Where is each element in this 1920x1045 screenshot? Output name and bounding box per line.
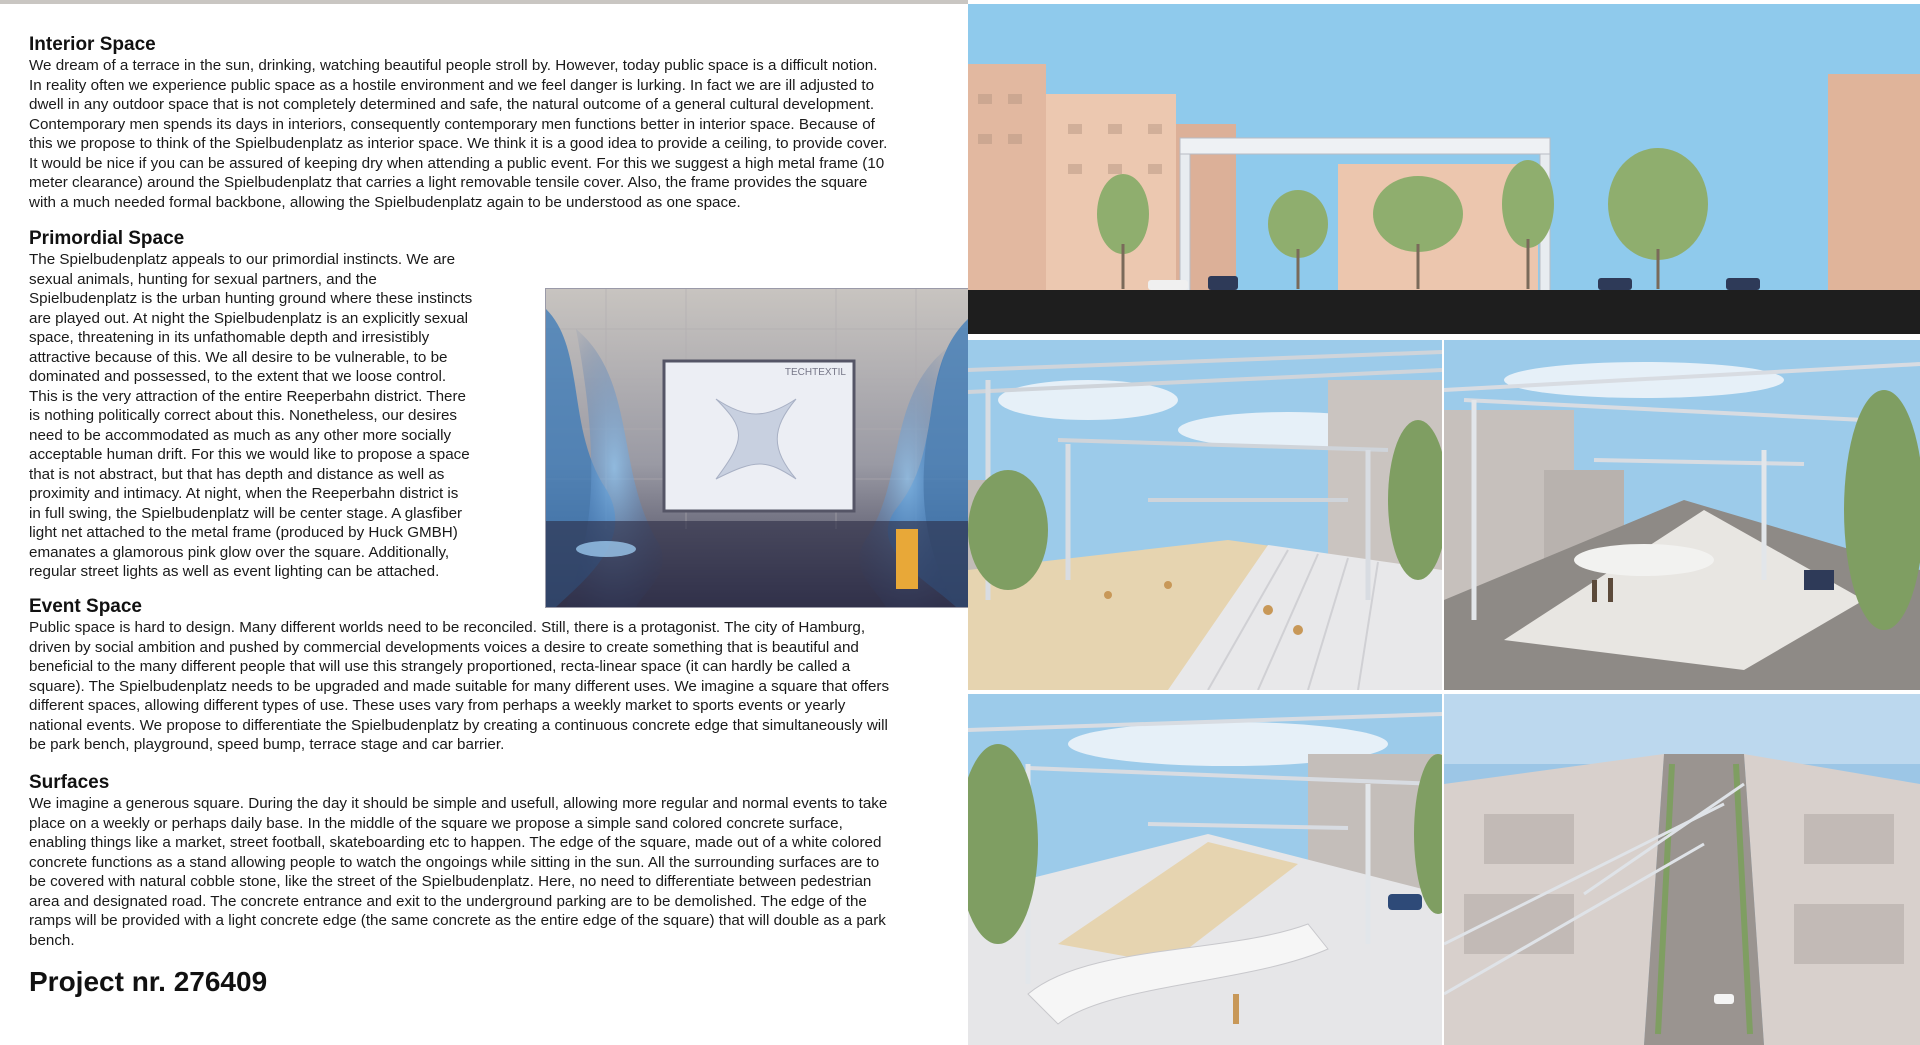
text-line: square). The Spielbudenplatz needs to be upgraded and made suitable for many different uses. We imagine a square that offers [29,677,890,695]
text-line: be park bench, playground, speed bump, terrace stage and car barrier. [29,736,505,753]
techtextil-sign: TECHTEXTIL [784,367,846,378]
sand-square-render-image [968,340,1442,690]
light-net-photo-image [546,289,968,607]
text-line: space, threatening in its unfathomable depth and irresistibly [29,329,430,346]
text-line: driven by social ambition and pushed by commercial developments voices a desire to create something that is beautiful and [29,638,859,656]
text-line: this we propose to think of the Spielbudenplatz as interior space. We think it is a good idea to provide a ceiling, to provide cover. [29,135,888,152]
text-line: be covered with natural cobble stone, like the street of the Spielbudenplatz. Here, no need to differentiate between pedestrian [29,873,872,890]
text-line: proximity and intimacy. At night, when the Reeperbahn district is [29,485,459,502]
render-perspective-sand-panel [968,340,1442,690]
text-line: different spaces, allowing different types of use. These uses vary from perhaps a weekly market to sports events or yearly [29,697,846,714]
text-line: bench. [29,931,75,949]
render-column [968,0,1920,1045]
text-line: The Spielbudenplatz appeals to our primordial instincts. We are [29,251,456,268]
text-line: is nothing politically correct about this. Nonetheless, our desires [29,407,458,424]
section-paragraph [29,794,949,950]
text-line: In reality often we experience public space as a hostile environment and we feel danger is lurking. In fact we are ill adjusted to [29,76,875,94]
text-line: dwell in any outdoor space that is not completely determined and safe, the natural outcome of a general cultural development. [29,96,875,113]
text-line: enabling things like a market, street football, skateboarding etc to happen. The edge of the square, made out of a white colored [29,834,882,851]
text-line: area and designated road. The concrete entrance and exit to the underground parking are to be demolished. The edge of the [29,892,867,910]
text-line: This is the very attraction of the entire Reeperbahn district. There [29,387,466,405]
text-line: emanates a glamorous pink glow over the square. Additionally, [29,543,450,561]
techtextil-photo [545,288,969,608]
section-event-space [29,596,949,755]
text-line: attractive because of this. We all desire to be vulnerable, to be [29,348,448,366]
section-heading: Interior Space [29,34,156,55]
text-line: national events. We propose to differentiate the Spielbudenplatz by creating a continuous concrete edge that simultaneously will [29,716,888,734]
text-line: Public space is hard to design. Many different worlds need to be reconciled. Still, there is a protagonist. The city of Hamburg, [29,619,866,636]
elevation-render-image [968,4,1920,334]
text-line: dominated and possessed, to the extent that we loose control. [29,368,447,385]
text-line: meter clearance) around the Spielbudenplatz that carries a light removable tensile cover. Also, the frame provides the square [29,174,868,191]
text-line: sexual animals, hunting for sexual partners, and the [29,270,377,288]
section-interior-space [29,34,949,212]
text-line: Spielbudenplatz is the urban hunting ground where these instincts [29,290,473,307]
text-line: place on a weekly or perhaps daily base. In the middle of the square we propose a simple sand colored concrete surface, [29,814,843,832]
concrete-stand-render-image [968,694,1442,1045]
text-line: regular street lights as well as event lighting can be attached. [29,563,440,580]
text-line: beneficial to the many different people that will use this strangely proportioned, recta-linear space (it can hardly be called a [29,658,851,675]
render-aerial-panel [1444,694,1920,1045]
text-line: We imagine a generous square. During the day it should be simple and usefull, allowing more regular and normal events to take [29,795,888,812]
text-line: We dream of a terrace in the sun, drinking, watching beautiful people stroll by. However, today public space is a difficult notion. [29,57,878,74]
section-paragraph [29,56,949,212]
text-line: ramps will be provided with a light concrete edge (the same concrete as the entire edge of the square) that will double as a park [29,912,886,929]
project-number: Project nr. 276409 [29,966,268,997]
text-line: are played out. At night the Spielbudenplatz is an explicitly sexual [29,309,469,327]
text-line: It would be nice if you can be assured of keeping dry when attending a public event. For this we suggest a high metal frame (10 [29,154,885,172]
section-paragraph [29,250,484,582]
text-line: acceptable human drift. For this we would like to propose a space [29,446,470,463]
render-elevation-panel [968,4,1920,334]
text-line: need to be accommodated as much as any other more socially [29,426,452,444]
text-line: with a much needed formal backbone, allowing the Spielbudenplatz again to be understood as one space. [29,193,741,211]
section-heading: Primordial Space [29,228,185,249]
section-paragraph [29,618,949,755]
text-line: that is not abstract, but that has depth and distance as well as [29,465,445,483]
cobble-square-render-image [1444,340,1920,690]
text-line: in full swing, the Spielbudenplatz will be center stage. A glasfiber [29,504,463,522]
text-line: concrete functions as a stand allowing people to watch the ongoings while sitting in the sun. All the surrounding surfaces are to [29,853,880,871]
render-perspective-stand-panel [968,694,1442,1045]
section-heading: Event Space [29,596,142,617]
section-surfaces [29,772,949,950]
section-heading: Surfaces [29,772,110,793]
text-line: light net attached to the metal frame (produced by Huck GMBH) [29,524,458,541]
render-perspective-cobble-panel [1444,340,1920,690]
aerial-render-image [1444,694,1920,1045]
text-line: Contemporary men spends its days in interiors, consequently contemporary men functions better in interior space. Because of [29,115,875,133]
